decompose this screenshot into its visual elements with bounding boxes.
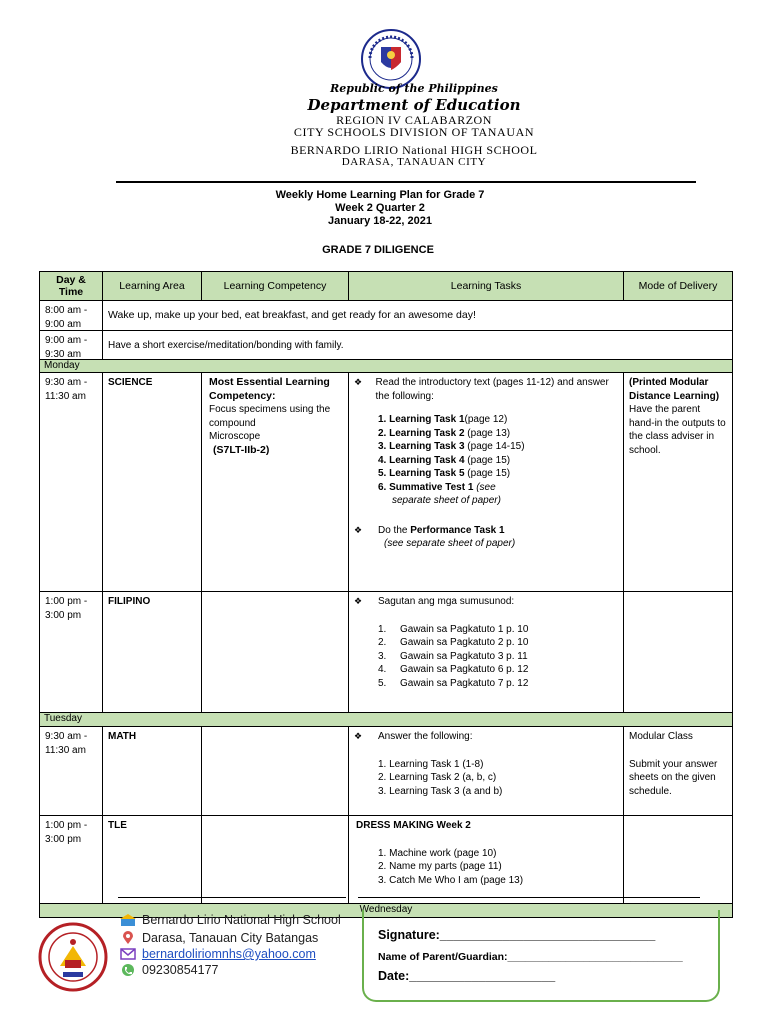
math-tasks (348, 726, 624, 816)
summative-note: separate sheet of paper) (392, 495, 501, 506)
tle-area: TLE (102, 815, 202, 904)
school-icon (120, 913, 136, 927)
table-row-time: 8:00 am - 9:00 am (39, 300, 103, 331)
competency-text: Focus specimens using the compound (209, 404, 331, 429)
mode-text: Submit your answer sheets on the given schedule. (629, 758, 718, 797)
diamond-bullet-icon: ❖ (354, 596, 363, 606)
tle-tasks (348, 815, 624, 904)
math-area: MATH (102, 726, 202, 816)
filipino-time: 1:00 pm - 3:00 pm (39, 591, 103, 713)
tle-time: 1:00 pm - 3:00 pm (39, 815, 103, 904)
header-learning-tasks: Learning Tasks (348, 271, 624, 301)
list-item: 2. Learning Task 2 (page 13) (378, 427, 511, 439)
deped-seal-icon (354, 28, 428, 90)
science-time: 9:30 am - 11:30 am (39, 372, 103, 592)
phone-icon (120, 963, 136, 977)
list-item: 1. Learning Task 1(page 12) (378, 414, 508, 425)
plan-title: Weekly Home Learning Plan for Grade 7 (275, 189, 485, 201)
school-logo-icon (38, 922, 108, 992)
performance-task: Do the Performance Task 1 (378, 524, 505, 536)
footer-school: Bernardo Lirio National High School (120, 913, 341, 927)
filipino-mode (623, 591, 733, 713)
filipino-area: FILIPINO (102, 591, 202, 713)
parent-name-field[interactable]: Name of Parent/Guardian:______________________________ (378, 951, 683, 963)
science-intro: Read the introductory text (pages 11-12) and answer the following: (375, 377, 609, 402)
tle-mode (623, 815, 733, 904)
filipino-tasks (348, 591, 624, 713)
day-band-wednesday: Wednesday (39, 903, 733, 918)
location-pin-icon (120, 931, 136, 945)
list-item: 2. Gawain sa Pagkatuto 2 p. 10 (378, 637, 529, 648)
footer-email[interactable]: bernardoliriomnhs@yahoo.com (120, 947, 316, 961)
table-row-activity: Wake up, make up your bed, eat breakfast, and get ready for an awesome day! (102, 300, 733, 331)
division-heading: CITY SCHOOLS DIVISION OF TANAUAN (293, 125, 535, 139)
region-heading: REGION IV CALABARZON (336, 113, 492, 127)
competency-title: Most Essential Learning Competency: (209, 376, 330, 402)
footer-rule-left (118, 897, 346, 898)
science-mode (623, 372, 733, 592)
diamond-bullet-icon: ❖ (354, 377, 363, 387)
diamond-bullet-icon: ❖ (354, 524, 363, 535)
footer-address: Darasa, Tanauan City Batangas (120, 931, 318, 945)
list-item: 2. Learning Task 2 (a, b, c) (378, 772, 497, 783)
filipino-competency (201, 591, 349, 713)
list-item: 5. Learning Task 5 (page 15) (378, 468, 511, 479)
list-item: 6. Summative Test 1 (see (378, 481, 496, 493)
footer-phone: 09230854177 (120, 963, 218, 977)
plan-week: Week 2 Quarter 2 (335, 202, 425, 214)
filipino-intro: Sagutan ang mga sumusunod: (378, 596, 515, 607)
town-heading: DARASA, TANAUAN CITY (341, 156, 487, 168)
email-icon (120, 947, 136, 961)
mode-text: Have the parent hand-in the outputs to the class adviser in school. (629, 404, 726, 456)
list-item: 1. Gawain sa Pagkatuto 1 p. 10 (378, 623, 529, 635)
footer-rule-right (358, 897, 700, 898)
list-item: 5. Gawain sa Pagkatuto 7 p. 12 (378, 677, 529, 689)
plan-dates: January 18-22, 2021 (328, 215, 432, 227)
mode-title: (Printed Modular Distance Learning) (629, 377, 720, 402)
math-mode (623, 726, 733, 816)
header-day-time: Day & Time (39, 271, 103, 301)
table-row-activity: Have a short exercise/meditation/bonding with family. (102, 330, 733, 360)
table-row-time: 9:00 am - 9:30 am (39, 330, 103, 360)
list-item: 4. Gawain sa Pagkatuto 6 p. 12 (378, 664, 529, 675)
signature-field[interactable]: Signature:_______________________________ (378, 928, 656, 942)
performance-note: (see separate sheet of paper) (384, 538, 516, 549)
department-heading: Department of Education (307, 96, 521, 114)
list-item: 4. Learning Task 4 (page 15) (378, 454, 511, 466)
competency-text-2: Microscope (209, 431, 261, 442)
tle-competency (201, 815, 349, 904)
list-item: 2. Name my parts (page 11) (378, 861, 502, 872)
plan-section: GRADE 7 DILIGENCE (322, 244, 434, 256)
math-time: 9:30 am - 11:30 am (39, 726, 103, 816)
list-item: 3. Learning Task 3 (a and b) (378, 785, 503, 797)
science-tasks (348, 372, 624, 592)
diamond-bullet-icon: ❖ (354, 731, 363, 741)
list-item: 1. Learning Task 1 (1-8) (378, 758, 484, 770)
math-competency (201, 726, 349, 816)
math-intro: Answer the following: (378, 731, 473, 742)
header-learning-area: Learning Area (102, 271, 202, 301)
list-item: 3. Catch Me Who I am (page 13) (378, 874, 524, 886)
school-heading: BERNARDO LIRIO National HIGH SCHOOL (290, 143, 538, 157)
competency-code: (S7LT-IIb-2) (213, 443, 270, 456)
list-item: 3. Learning Task 3 (page 14-15) (378, 441, 525, 452)
day-band-monday: Monday (39, 359, 733, 373)
list-item: 1. Machine work (page 10) (378, 847, 497, 859)
mode-title: Modular Class (629, 731, 693, 742)
date-field[interactable]: Date:_____________________ (378, 969, 556, 983)
science-area: SCIENCE (102, 372, 202, 592)
header-mode-of-delivery: Mode of Delivery (623, 271, 733, 301)
list-item: 3. Gawain sa Pagkatuto 3 p. 11 (378, 650, 528, 662)
header-divider (116, 181, 696, 183)
day-band-tuesday: Tuesday (39, 712, 733, 727)
republic-heading: Republic of the Philippines (330, 82, 498, 95)
science-competency (201, 372, 349, 592)
header-learning-competency: Learning Competency (201, 271, 349, 301)
tle-title: DRESS MAKING Week 2 (356, 820, 471, 831)
